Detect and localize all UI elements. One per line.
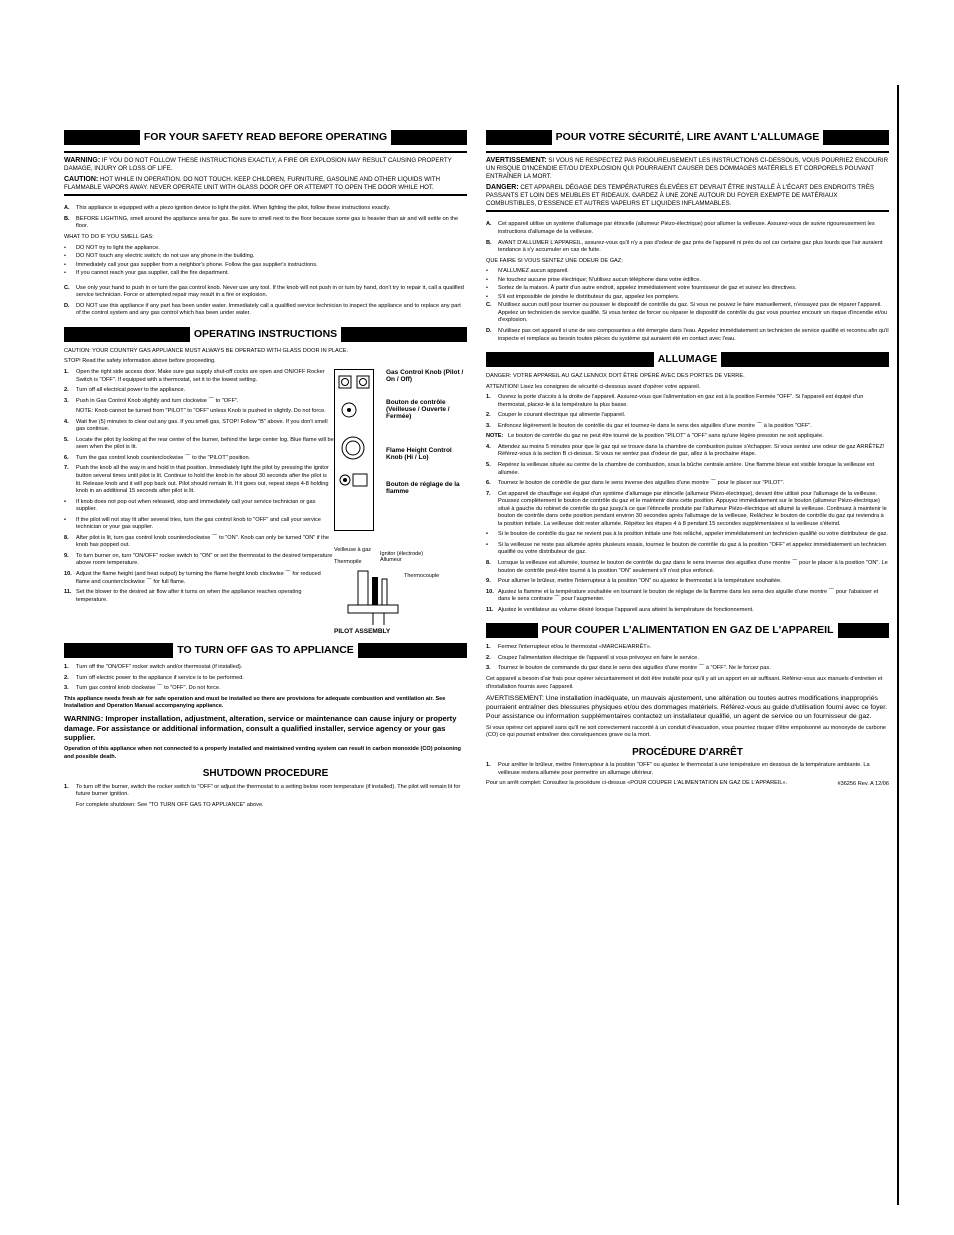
list-item: • Si le bouton de contrôle du gaz ne revient pas à la position initiale une fois relâché, appeler immédiatement un technicien qualifié ou votre distributeur de gaz. xyxy=(486,531,888,538)
pilot-assembly-drawing xyxy=(344,569,414,625)
right-margin-rule xyxy=(897,85,899,1205)
fresh-air-paragraph: This appliance needs fresh air for safe operation and must be installed so there are provisions for adequate combustion and ventilation air. See Installation and Operation Manual accompanying appliance. xyxy=(64,695,446,710)
list-item: 11. Set the blower to the desired air flow after it turns on when the appliance reaches operating temperature. xyxy=(64,589,302,603)
list-item: 4. Attendez au moins 5 minutes pour que le gaz qui se trouve dans la chambre de combustion puisse s'échapper. Si vous sentez une odeur de gaz ARRÊTEZ! Référez-vous à la section B ci-dessus. Si vous ne sentez pas d'odeur de gaz, allez à la prochaine étape. xyxy=(486,443,885,458)
allumage-title: ALLUMAGE xyxy=(654,352,722,367)
divider xyxy=(64,151,467,153)
operating-steps xyxy=(64,369,334,637)
gas-control-label: Gas Control Knob (Pilot / On / Off) xyxy=(386,368,464,384)
warning-label: WARNING: xyxy=(64,157,101,164)
list-item: 3. Tournez le bouton de commande du gaz dans le sens des aiguilles d'une montre ⌒ à "OFF". Ne le forcez pas. xyxy=(486,665,771,672)
list-item: 7. Push the knob all the way in and hold in that position. Immediately light the pilot by pressing the ignitor button several times until pilot is lit. Continue to hold the knob in for about 30 seconds after the pilot is lit. Release knob and it will pop back out. Pilot should remain lit. If it goes out, repeat steps 4-8 holding knob in an additional 15 seconds after pilot is lit. xyxy=(64,465,329,495)
list-item: 11. Ajustez le ventilateur au volume désiré lorsque l'appareil aura atteint la température de fonctionnement. xyxy=(486,606,754,613)
allumage-danger: DANGER: VOTRE APPAREIL AU GAZ LENNOX DOIT ÊTRE OPÉRÉ AVEC DES PORTES DE VERRE. xyxy=(486,373,745,380)
english-column xyxy=(64,130,467,813)
list-item: 3. Push in Gas Control Knob slightly and turn clockwise ⌒ to "OFF". xyxy=(64,397,239,404)
operating-title: OPERATING INSTRUCTIONS xyxy=(190,327,341,342)
list-item: 3. Turn gas control knob clockwise ⌒ to "OFF". Do not force. xyxy=(64,685,221,692)
safety-item-c: C. Use only your hand to push in or turn the gas control knob. Never use any tool. If the knob will not push in or turn by hand, don't try to repair it, call a qualified service technician. Force or attempted repair may result in a fire or explosion. xyxy=(64,284,464,299)
list-item: • S'il est impossible de joindre le distributeur du gaz, appelez les pompiers. xyxy=(486,293,680,300)
avertissement-installation: AVERTISSEMENT: Une installation inadéquate, un mauvais ajustement, une altération ou toutes autres modifications inappropriés pourraient entraîner des blessures physiques et/ou des dommages matériels. Référez-vous au guide d'utilisation fourni avec ce foyer. Pour assistance ou information supplémentaires contactez un installateur qualifié, un agent de service ou un fournisseur de gaz. xyxy=(486,695,888,721)
odeur-heading: QUE FAIRE SI VOUS SENTEZ UNE ODEUR DE GAZ: xyxy=(486,257,623,264)
list-item: 5. Locate the pilot by looking at the rear center of the burner, behind the large center log. Blue flame will be seen when the pilot is lit. xyxy=(64,436,334,451)
list-item: 6. Tournez le bouton de contrôle de gaz dans le sens inverse des aiguilles d'une montre ⌒ pour le placer sur "PILOT". xyxy=(486,480,785,487)
list-item: D. N'utilisez pas cet appareil si une de ses composantes a été émergée dans l'eau. Appelez immédiatement un technicien de service qualifié et reconnu afin qu'il inspecte et remplace au besoin toutes pièces du système qui auraient été en contact avec l'eau. xyxy=(486,328,889,342)
avertissement-block: AVERTISSEMENT: SI VOUS NE RESPECTEZ PAS RIGOUREUSEMENT LES INSTRUCTIONS CI-DESSOUS, VOUS POURRIEZ ENCOURIR UN RISQUE D'INCENDIE ET/OU D'EXPLOSION QUI POURRAIENT CAUSER DES DOMMAGES MATÉRIELS ET CORPORELS POUVANT ENTRAÎNER LA MORT. xyxy=(486,157,889,181)
co-paragraph: Operation of this appliance when not connected to a properly installed and maintained venting system can result in carbon monoxide (CO) poisoning and possible death. xyxy=(64,746,461,760)
list-item: 2. Turn off all electrical power to the appliance. xyxy=(64,387,186,394)
list-item: 2. Couper le courant électrique qui alimente l'appareil. xyxy=(486,412,626,419)
list-item: • Si la veilleuse ne reste pas allumée après plusieurs essais, tournez le bouton de contrôle du gaz à la position "OFF" et appelez immédiatement un technicien qualifié ou votre distributeur de gaz. xyxy=(486,541,887,556)
pilot-assembly-figure: Veilleuse à gaz Thermopile Ignitor (électrode) Allumeur Thermocouple PILOT ASSEMBLY xyxy=(334,546,440,636)
divider xyxy=(486,151,889,153)
flame-height-label: Flame Height Control Knob (Hi / Lo) xyxy=(386,446,452,462)
list-item: NOTE: Le bouton de contrôle du gaz ne peut être tourné de la position "PILOT" à "OFF" sans qu'une légère pression ne soit appliquée. xyxy=(486,433,824,440)
safety-header xyxy=(64,130,467,145)
list-item: 6. Turn the gas control knob counterclockwise ⌒ to the "PILOT" position. xyxy=(64,454,251,461)
operating-header xyxy=(64,327,467,342)
arret-title: PROCÉDURE D'ARRÊT xyxy=(632,746,743,758)
list-item: • If you cannot reach your gas supplier, call the fire department. xyxy=(64,270,229,277)
list-item: • Ne touchez aucune prise électrique; N'utilisez aucun téléphone dans votre édifice. xyxy=(486,276,701,283)
list-item: 1. Ouvrez la porte d'accès à la droite de l'appareil. Assurez-vous que l'alimentation en gaz est à la position Fermée "OFF". Si l'appareil est équipé d'un thermostat, placez-le à la température la plus basse. xyxy=(486,394,864,408)
list-item: • If the pilot will not stay lit after several tries, turn the gas control knob to "OFF" and call your service technician or your gas supplier. xyxy=(64,516,321,531)
list-item: 10. Adjust the flame height (and heat output) by turning the flame height knob clockwise ⌒ for reduced flame and counterclockwise ⌒ for full flame. xyxy=(64,571,321,585)
french-column xyxy=(486,130,889,788)
list-item: 9. To turn burner on, turn "ON/OFF" rocker switch to "ON" or set the thermostat to the desired temperature above room temperature. xyxy=(64,552,333,567)
safety-item-b: B. BEFORE LIGHTING, smell around the appliance area for gas. Be sure to smell next to the floor because some gas is heavier than air and will settle on the floor. xyxy=(64,215,459,230)
reglage-label: Bouton de réglage de la flamme xyxy=(386,480,460,496)
list-item: 7. Cet appareil de chauffage est équipé d'un système d'allumage par étincelle (allumeur Piézo-électrique), devant être utilisé pour l'allumage de la veilleuse. Poussez complètement le bouton de contrôle du gaz et le maintenir dans cette position. Appuyez immédiatement sur le bouton (allumeur Piézo-électrique) situé à gauche du robinet de contrôle du gaz jusqu'à ce que l'étincelle produite par l'allumeur Piézo-électrique ait allumé la veilleuse. Continuez à maintenir le bouton de contrôle dans cette position pendant environ 30 secondes après l'allumage de la veilleuse. Relâchez le bouton de contrôle du gaz qui reviendra à la position initiale. La veilleuse doit rester allumée. Répétez les étapes 4 à 8 pendant 15 secondes supplémentaires si la veilleuse s'éteind. xyxy=(486,490,887,527)
safety-title: FOR YOUR SAFETY READ BEFORE OPERATING xyxy=(140,130,391,145)
monoxyde-paragraph: Si vous opérez cet appareil sans qu'il ne soit correctement raccordé à un conduit d'évacuation, vous pourriez risquer d'être empoisonné au monoxyde de carbone (CO) ce qui pourrait entraîner des conséquences grave ou la mort. xyxy=(486,724,886,739)
couper-title: POUR COUPER L'ALIMENTATION EN GAZ DE L'APPAREIL xyxy=(538,623,838,638)
danger-block: DANGER: CET APPAREIL DÉGAGE DES TEMPÉRATURES ÉLEVÉES ET DEVRAIT ÊTRE INSTALLÉ À L'ÉCART DES ENDROITS TRÈS PASSANTS ET LOIN DES MEUBLES ET RIDEAUX. GARDEZ À UNE ZONE AUTOUR DU FOYER EXEMPTE DE MATÉRIAUX COMBUSTIBLES, D'ESSENCE ET AUTRES VAPEURS ET LIQUIDES INFLAMMABLES. xyxy=(486,184,875,208)
bouton-label: Bouton de contrôle (Veilleuse / Ouverte / Fermée) xyxy=(386,398,450,421)
list-item: • DO NOT try to light the appliance. xyxy=(64,244,160,251)
list-item: 8. Lorsque la veilleuse est allumée, tournez le bouton de contrôle du gaz dans le sens inverse des aiguilles d'une montre ⌒ pour le placer à la position "ON". Le bouton de contrôle peut-être tourné à la position "ON" seulement s'il n'est plus enfoncé. xyxy=(486,560,888,574)
complete-shutdown: For complete shutdown: See "TO TURN OFF GAS TO APPLIANCE" above. xyxy=(76,801,264,808)
list-item: 3. Enfoncez légèrement le bouton de contrôle du gaz et tournez-le dans le sens des aiguilles d'une montre ⌒ à la position "OFF". xyxy=(486,422,812,429)
securite-title: POUR VOTRE SÉCURITÉ, LIRE AVANT L'ALLUMAGE xyxy=(552,130,824,145)
list-item: NOTE: Knob cannot be turned from "PILOT" to "OFF" unless Knob is pushed in slightly. Do not force. xyxy=(76,408,326,415)
allumage-header xyxy=(486,352,889,367)
caution-label: CAUTION: xyxy=(64,176,99,184)
list-item: 4. Wait five (5) minutes to clear out any gas. If you smell gas, STOP! Follow "B" above. If you don't smell gas continue. xyxy=(64,418,328,433)
list-item: 5. Repérez la veilleuse située au centre de la chambre de combustion, sous la bûche centrale arrière. Une flamme bleue est visible lorsque la veilleuse est allumée. xyxy=(486,462,875,476)
list-item: • If knob does not pop out when released, stop and immediately call your service technician or gas supplier. xyxy=(64,498,316,513)
list-item: • Sortez de la maison. À partir d'un autre endroit, appelez immédiatement votre fournisseur de gaz et suivez les directives. xyxy=(486,285,797,292)
list-item: 1. Open the right side access door. Make sure gas supply shut-off cocks are open and ON/OFF Rocker Switch is "OFF". If equipped with a thermostat, set it to the lowest setting. xyxy=(64,368,325,383)
list-item: C. N'utilisez aucun outil pour tourner ou pousser le dispositif de contrôle du gaz. Si vous ne pouvez le faire manuellement, n'essayez pas de réparer l'appareil. Appelez un technicien de service qualifié. Si vous tentez de forcer ou réparer le dispositif de contrôle du gaz vous pourriez encourir un risque d'incendie et/ou d'explosion. xyxy=(486,302,888,324)
list-item: 10. Ajustez la flamme et la température souhaitée en tournant le bouton de réglage de la flamme dans les sens des aiguille d'une montre ⌒ pour l'abaisser et dans le sens contraire ⌒ pour l'augmenter. xyxy=(486,588,879,603)
list-item: • Immediately call your gas supplier from a neighbor's phone. Follow the gas supplier's instructions. xyxy=(64,261,318,268)
control-panel-drawing xyxy=(334,369,374,531)
operating-caution: CAUTION: YOUR COUNTRY GAS APPLIANCE MUST ALWAYS BE OPERATED WITH GLASS DOOR IN PLACE. xyxy=(64,347,349,354)
list-item: A. Cet appareil utilise un système d'allumage par étincelle (allumeur Piézo-électrique) pour allumer la veilleuse. Assurez-vous de suivre rigoureusement les instructions d'allumage de la veilleuse. xyxy=(486,221,875,235)
revision-number: #36256 Rev. A 12/06 xyxy=(837,780,889,787)
air-frais-paragraph: Cet appareil a besoin d'air frais pour opérer sécuritairement et doit être installé pour qu'il y ait un apport en air suffisant. Référez-vous aux manuels d'entretien et d'installation fournis avec l'appareil. xyxy=(486,675,883,690)
list-item: 1. Turn off the "ON/OFF" rocker switch and/or thermostat (if installed). xyxy=(64,663,243,670)
list-item: 2. Turn off electric power to the appliance if service is to be performed. xyxy=(64,674,244,681)
list-item: 2. Coupez l'alimentation électrique de l'appareil si vous prévoyez en faire le service. xyxy=(486,654,699,661)
arret-complet: Pour un arrêt complet: Consultez la procédure ci-dessus «POUR COUPER L'ALIMENTATION EN GAZ DE L'APPAREIL». xyxy=(486,780,788,787)
safety-item-a: A. This appliance is equipped with a piezo ignition device to light the pilot. When lighting the pilot, follow these instructions exactly. xyxy=(64,205,391,212)
warning-text: IF YOU DO NOT FOLLOW THESE INSTRUCTIONS EXACTLY, A FIRE OR EXPLOSION MAY RESULT CAUSING PROPERTY DAMAGE, INJURY OR LOSS OF LIFE. xyxy=(64,157,452,173)
turnoff-title: TO TURN OFF GAS TO APPLIANCE xyxy=(173,643,358,658)
list-item: 9. Pour allumer le brûleur, mettre l'interrupteur à la position "ON" ou ajustez le thermostat à la température souhaitée. xyxy=(486,578,782,585)
divider xyxy=(486,210,889,212)
list-item: 8. After pilot is lit, turn gas control knob counterclockwise ⌒ to "ON". Knob can only be turned "ON" if the knob has popped out. xyxy=(64,534,329,549)
allumage-attention: ATTENTION! Lisez les consignes de sécurité ci-dessous avant d'opérer votre appareil. xyxy=(486,383,701,390)
list-item: 1. To turn off the burner, switch the rocker switch to "OFF" or adjust the thermostat to a setting below room temperature (if installed). The pilot will remain lit for future burner ignition. xyxy=(64,783,461,798)
caution-block xyxy=(64,175,467,192)
warning-block xyxy=(64,156,467,173)
installation-warning: WARNING: Improper installation, adjustment, alteration, service or maintenance can cause injury or property damage. For assistance or additional information, consult a qualified installer, service agency or your gas supplier. xyxy=(64,713,457,743)
list-item: • DO NOT touch any electric switch; do not use any phone in the building. xyxy=(64,253,255,260)
list-item: B. AVANT D'ALLUMER L'APPAREIL, assurez-vous qu'il n'y a pas d'odeur de gaz près de l'appareil ni près du sol car certains gaz plus lourds que l'air auraient tendance à s'y accumuler en cas de fuite. xyxy=(486,239,883,254)
list-item: 1. Pour arrêter le brûleur, mettre l'interrupteur à la position "OFF" ou ajustez le thermostat à une température en dessous de la température ambiante. La veilleuse restera allumée pour permettre un allumage ultérieur. xyxy=(486,762,870,776)
safety-item-d: D. DO NOT use this appliance if any part has been under water. Immediately call a qualified service technician to inspect the appliance and to replace any part of the control system and any gas control which has been under water. xyxy=(64,302,461,317)
pilot-assembly-caption: PILOT ASSEMBLY xyxy=(334,628,391,636)
turnoff-header xyxy=(64,643,467,658)
list-item: 1. Fermez l'interrupteur et/ou le thermostat «MARCHE/ARRÊT». xyxy=(486,644,652,651)
caution-text: HOT WHILE IN OPERATION. DO NOT TOUCH. KEEP CHILDREN, FURNITURE, GASOLINE AND OTHER LIQUIDS WITH FLAMMABLE VAPORS AWAY. NEVER OPERATE UNIT WITH GLASS DOOR OFF OR ATTEMPT TO OPEN THE DOOR WHILE HOT. xyxy=(64,176,440,192)
divider xyxy=(64,194,467,196)
control-figure xyxy=(334,369,467,637)
couper-header xyxy=(486,623,889,638)
smell-gas-heading: WHAT TO DO IF YOU SMELL GAS: xyxy=(64,233,154,240)
operating-stop: STOP! Read the safety information above before proceeding. xyxy=(64,358,216,365)
securite-header xyxy=(486,130,889,145)
shutdown-title: SHUTDOWN PROCEDURE xyxy=(202,768,329,780)
list-item: • N'ALLUMEZ aucun appareil. xyxy=(486,268,569,275)
